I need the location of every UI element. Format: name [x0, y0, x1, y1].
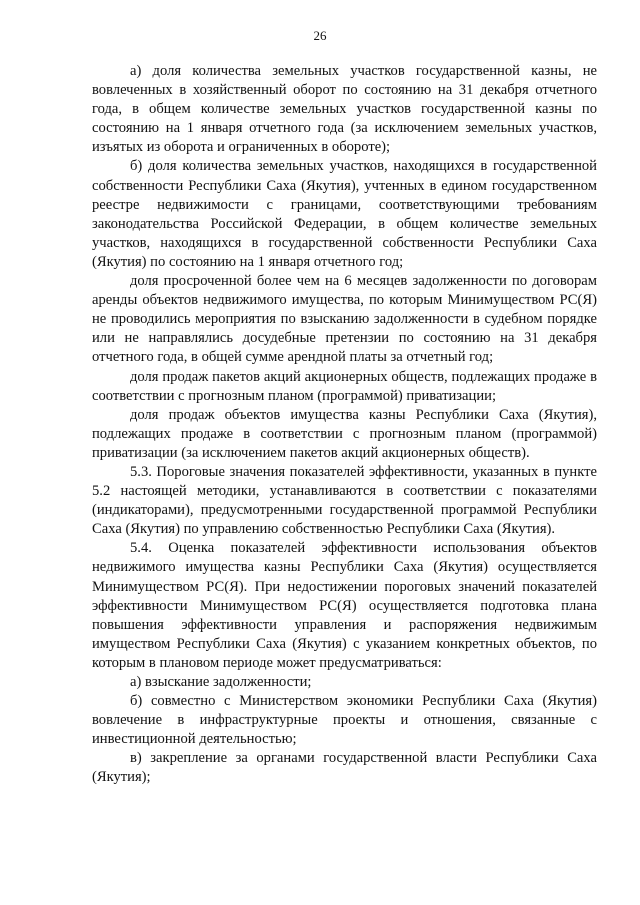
- page-number: 26: [313, 28, 327, 43]
- paragraph-treasury-property-sales: доля продаж объектов имущества казны Республики Саха (Якутия), подлежащих продаже в соответствии с прогнозным планом (программой) приватизации (за исключением пакетов акций акционерных обществ).: [92, 406, 597, 461]
- paragraph-debt-collection: а) взыскание задолженности;: [130, 674, 312, 690]
- paragraph-share-sales: доля продаж пакетов акций акционерных обществ, подлежащих продаже в соответствии с прогнозным планом (программой) приватизации;: [92, 368, 597, 404]
- document-body: [92, 62, 597, 788]
- paragraph-land-plots-not-in-circulation: а) доля количества земельных участков государственной казны, не вовлеченных в хозяйственный оборот по состоянию на 31 декабря отчетного года, в общем количестве земельных участков государственной казны по состоянию на 1 января отчетного года (за исключением земельных участков, изъятых из оборота и ограниченных в обороте);: [92, 63, 597, 156]
- paragraph-section-5-4: 5.4. Оценка показателей эффективности использования объектов недвижимого имущества казны Республики Саха (Якутия) осуществляется Минимуществом РС(Я). При недостижении пороговых значений показателей эффективности Минимуществом РС(Я) осуществляется подготовка плана повышения эффективности управления и распоряжения недвижимым имуществом Республики Саха (Якутия) с указанием конкретных объектов, по которым в плановом периоде может предусматриваться:: [92, 540, 597, 671]
- paragraph-infrastructure-projects: б) совместно с Министерством экономики Республики Саха (Якутия) вовлечение в инфраструктурные проекты и отношения, связанные с инвестиционной деятельностью;: [92, 693, 597, 748]
- paragraph-assignment-to-authorities: в) закрепление за органами государственной власти Республики Саха (Якутия);: [92, 750, 597, 786]
- paragraph-land-plots-registered: б) доля количества земельных участков, находящихся в государственной собственности Республики Саха (Якутия), учтенных в едином государственном реестре недвижимости с границами, соответствующими требованиям законодательства Российской Федерации, в общем количестве земельных участков, находящихся в государственной собственности Республики Саха (Якутия) по состоянию на 1 января отчетного год;: [92, 158, 597, 270]
- paragraph-overdue-rent-debt: доля просроченной более чем на 6 месяцев задолженности по договорам аренды объектов недвижимого имущества, по которым Минимуществом РС(Я) не проводились мероприятия по взысканию задолженности в судебном порядке или не направлялись досудебные претензии по состоянию на 31 декабря отчетного года, в общей сумме арендной платы за отчетный год;: [92, 273, 597, 366]
- paragraph-section-5-3: 5.3. Пороговые значения показателей эффективности, указанных в пункте 5.2 настоящей методики, устанавливаются в соответствии с показателями (индикаторами), предусмотренными государственной программой Республики Саха (Якутия) по управлению собственностью Республики Саха (Якутия).: [92, 463, 597, 538]
